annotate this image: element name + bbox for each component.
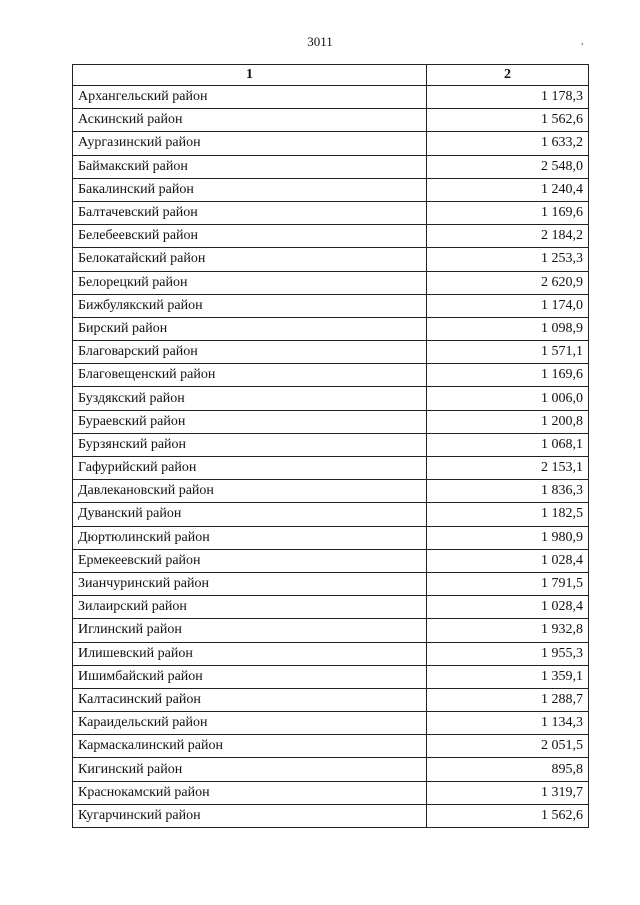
value-cell: 1 178,3	[427, 86, 589, 109]
district-name-cell: Белокатайский район	[73, 248, 427, 271]
table-row	[73, 781, 589, 804]
district-name-cell: Бижбулякский район	[73, 294, 427, 317]
value-cell: 1 980,9	[427, 526, 589, 549]
value-cell: 895,8	[427, 758, 589, 781]
value-cell: 1 836,3	[427, 480, 589, 503]
value-cell: 1 288,7	[427, 688, 589, 711]
table-row	[73, 804, 589, 827]
table-row	[73, 596, 589, 619]
table-row	[73, 712, 589, 735]
table-row	[73, 178, 589, 201]
table-row	[73, 294, 589, 317]
table-row	[73, 225, 589, 248]
district-name-cell: Буздякский район	[73, 387, 427, 410]
value-cell: 1 253,3	[427, 248, 589, 271]
table-row	[73, 526, 589, 549]
value-cell: 1 240,4	[427, 178, 589, 201]
district-name-cell: Белебеевский район	[73, 225, 427, 248]
district-name-cell: Благоварский район	[73, 341, 427, 364]
district-name-cell: Дуванский район	[73, 503, 427, 526]
value-cell: 1 562,6	[427, 109, 589, 132]
district-name-cell: Ишимбайский район	[73, 665, 427, 688]
value-cell: 2 184,2	[427, 225, 589, 248]
district-name-cell: Гафурийский район	[73, 457, 427, 480]
value-cell: 1 174,0	[427, 294, 589, 317]
district-name-cell: Давлекановский район	[73, 480, 427, 503]
table-row	[73, 503, 589, 526]
header-row	[73, 65, 589, 86]
column-header-2: 2	[427, 65, 589, 86]
district-name-cell: Аскинский район	[73, 109, 427, 132]
table-row	[73, 665, 589, 688]
table-row	[73, 364, 589, 387]
district-name-cell: Иглинский район	[73, 619, 427, 642]
table-row	[73, 271, 589, 294]
district-name-cell: Кармаскалинский район	[73, 735, 427, 758]
value-cell: 1 028,4	[427, 596, 589, 619]
value-cell: 1 932,8	[427, 619, 589, 642]
district-name-cell: Краснокамский район	[73, 781, 427, 804]
value-cell: 1 633,2	[427, 132, 589, 155]
table-row	[73, 201, 589, 224]
table-row	[73, 619, 589, 642]
corner-mark: ,	[581, 36, 584, 47]
district-name-cell: Аургазинский район	[73, 132, 427, 155]
value-cell: 1 098,9	[427, 317, 589, 340]
district-name-cell: Белорецкий район	[73, 271, 427, 294]
table-row	[73, 480, 589, 503]
table-row	[73, 248, 589, 271]
district-name-cell: Бурзянский район	[73, 433, 427, 456]
value-cell: 2 153,1	[427, 457, 589, 480]
table-body	[73, 86, 589, 828]
district-name-cell: Архангельский район	[73, 86, 427, 109]
value-cell: 1 200,8	[427, 410, 589, 433]
table-row	[73, 735, 589, 758]
table-row	[73, 387, 589, 410]
column-header-1: 1	[73, 65, 427, 86]
district-name-cell: Балтачевский район	[73, 201, 427, 224]
value-cell: 2 620,9	[427, 271, 589, 294]
district-name-cell: Баймакский район	[73, 155, 427, 178]
table-row	[73, 341, 589, 364]
value-cell: 2 051,5	[427, 735, 589, 758]
table-row	[73, 155, 589, 178]
table-row	[73, 317, 589, 340]
table-row	[73, 758, 589, 781]
value-cell: 1 319,7	[427, 781, 589, 804]
table-row	[73, 109, 589, 132]
value-cell: 2 548,0	[427, 155, 589, 178]
data-table	[72, 64, 589, 828]
district-name-cell: Караидельский район	[73, 712, 427, 735]
value-cell: 1 068,1	[427, 433, 589, 456]
value-cell: 1 571,1	[427, 341, 589, 364]
district-name-cell: Кугарчинский район	[73, 804, 427, 827]
district-name-cell: Илишевский район	[73, 642, 427, 665]
value-cell: 1 028,4	[427, 549, 589, 572]
value-cell: 1 562,6	[427, 804, 589, 827]
value-cell: 1 182,5	[427, 503, 589, 526]
value-cell: 1 169,6	[427, 364, 589, 387]
table-row	[73, 410, 589, 433]
table-row	[73, 572, 589, 595]
page-number: 3011	[307, 34, 333, 49]
value-cell: 1 006,0	[427, 387, 589, 410]
district-name-cell: Бакалинский район	[73, 178, 427, 201]
table-row	[73, 549, 589, 572]
value-cell: 1 359,1	[427, 665, 589, 688]
district-name-cell: Благовещенский район	[73, 364, 427, 387]
table-row	[73, 86, 589, 109]
table-row	[73, 642, 589, 665]
table-row	[73, 433, 589, 456]
value-cell: 1 791,5	[427, 572, 589, 595]
table-row	[73, 688, 589, 711]
district-name-cell: Дюртюлинский район	[73, 526, 427, 549]
district-name-cell: Калтасинский район	[73, 688, 427, 711]
district-name-cell: Зианчуринский район	[73, 572, 427, 595]
table-row	[73, 457, 589, 480]
district-name-cell: Зилаирский район	[73, 596, 427, 619]
value-cell: 1 169,6	[427, 201, 589, 224]
district-name-cell: Бураевский район	[73, 410, 427, 433]
value-cell: 1 955,3	[427, 642, 589, 665]
district-name-cell: Кигинский район	[73, 758, 427, 781]
value-cell: 1 134,3	[427, 712, 589, 735]
table-row	[73, 132, 589, 155]
district-name-cell: Бирский район	[73, 317, 427, 340]
district-name-cell: Ермекеевский район	[73, 549, 427, 572]
